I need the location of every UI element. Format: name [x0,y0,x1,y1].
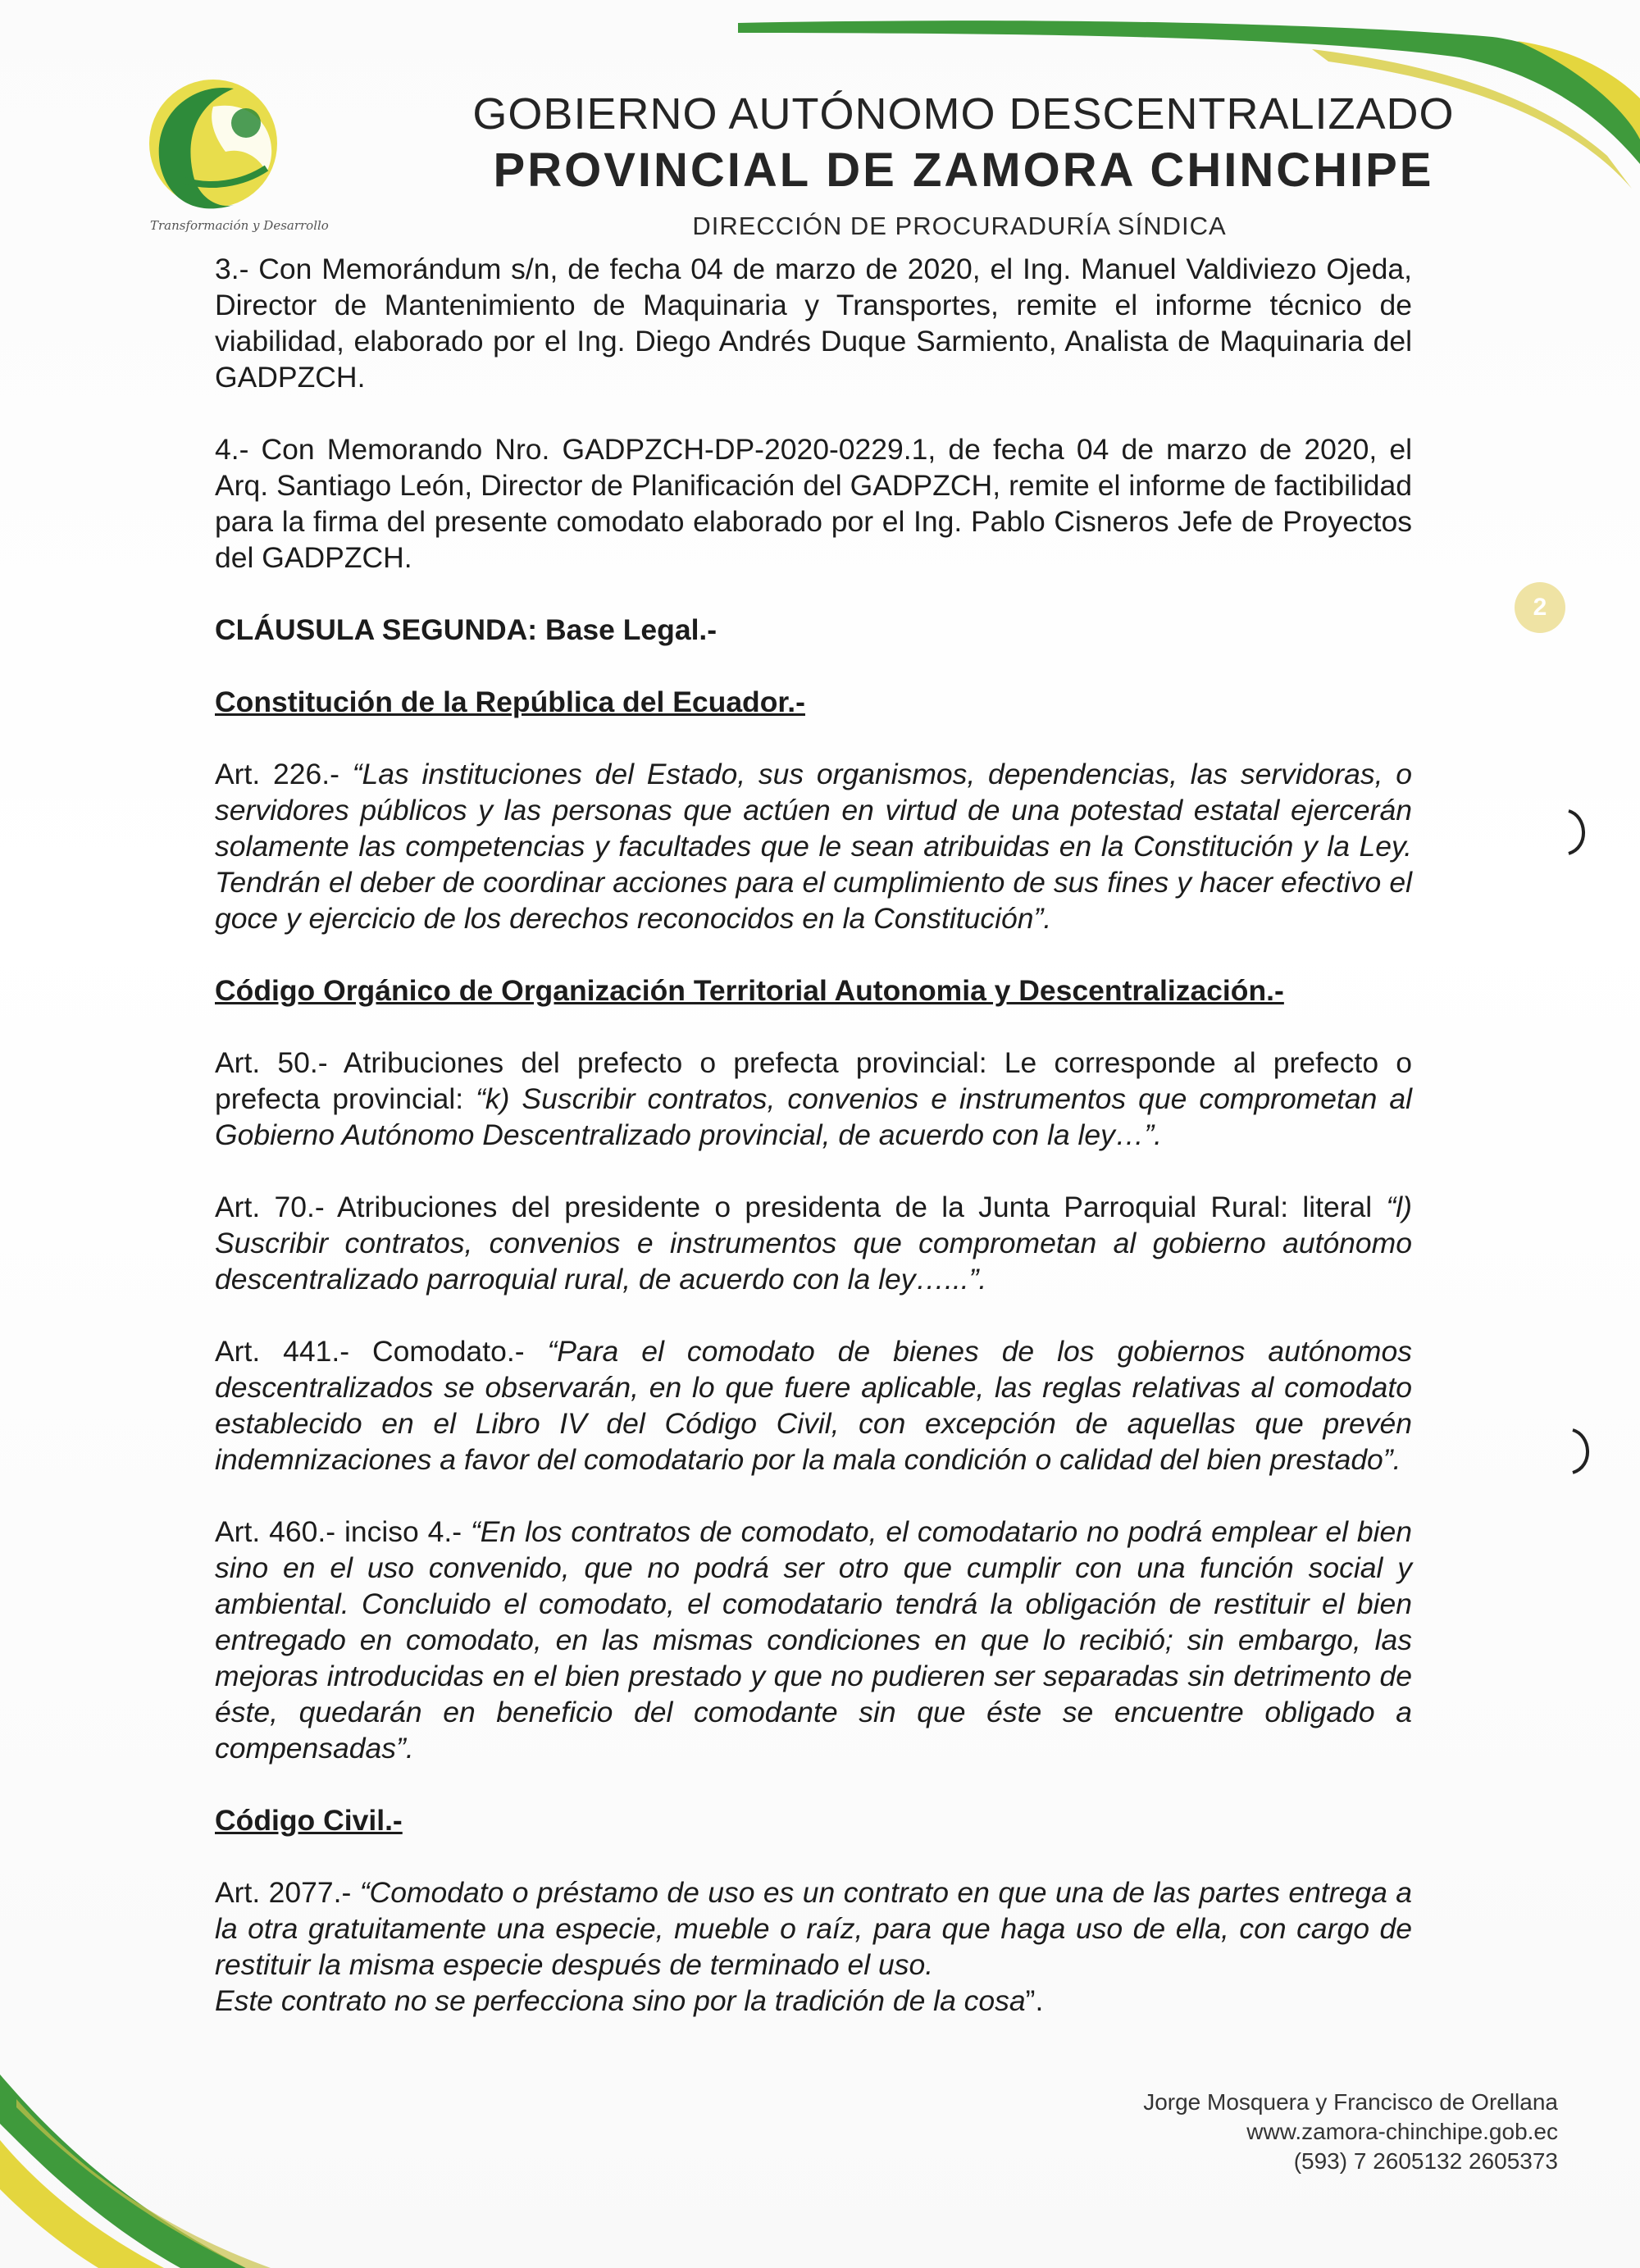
footer-swoosh-decoration [0,2050,344,2268]
paragraph-4: 4.- Con Memorando Nro. GADPZCH-DP-2020-0229.1, de fecha 04 de marzo de 2020, el Arq. Santiago León, Director de Planificación del GADPZCH, remite el informe de factibilidad para la firma del presente comodato elaborado por el Ing. Pablo Cisneros Jefe de Proyectos del GADPZCH. [215,433,1412,574]
footer-address: Jorge Mosquera y Francisco de Orellana [1143,2089,1558,2115]
footer-website: www.zamora-chinchipe.gob.ec [1246,2119,1558,2144]
article-441-quote: “Para el comodato de bienes de los gobiernos autónomos descentralizados se observarán, en lo que fuere aplicable, las reglas relativas al comodato establecido en el Libro IV del Código Civil, con excepción de aquellas que prevén indemnizaciones a favor del comodatario por la mala condición o calidad del bien prestado”. [215,1335,1412,1476]
section-title-constitucion: Constitución de la República del Ecuador.- [215,685,805,718]
header-title-line1: GOBIERNO AUTÓNOMO DESCENTRALIZADO [472,89,1455,139]
footer-phone: (593) 7 2605132 2605373 [1293,2148,1558,2174]
article-50 [215,1045,1412,1153]
article-226-quote: “Las instituciones del Estado, sus organismos, dependencias, las servidoras, o servidores públicos y las personas que actúen en virtud de una potestad estatal ejercerán solamente las competencias y facultades que le sean atribuidas en la Constitución y la Ley. Tendrán el deber de coordinar acciones para el cumplimiento de sus fines y hacer efectivo el goce y ejercicio de los derechos reconocidos en la Constitución”. [215,758,1412,935]
article-226-lead: Art. 226.- [215,758,353,790]
article-2077-quote: “Comodato o préstamo de uso es un contrato en que una de las partes entrega a la otra gratuitamente una especie, mueble o raíz, para que haga uso de ella, con cargo de restituir la misma especie después de terminado el uso. [215,1876,1412,1981]
article-441-lead: Art. 441.- Comodato.- [215,1335,548,1368]
article-50-lead: Art. 50.- Atribuciones del prefecto o prefecta provincial: Le corresponde al prefecto o prefecta provincial: [215,1046,1412,1115]
section-title-cootad: Código Orgánico de Organización Territorial Autonomia y Descentralización.- [215,974,1284,1007]
article-460-lead: Art. 460.- inciso 4.- [215,1515,471,1548]
article-441 [215,1333,1412,1478]
logo-tagline: Transformación y Desarrollo [150,218,329,233]
article-70-quote: “l) Suscribir contratos, convenios e instrumentos que comprometan al gobierno autónomo descentralizado parroquial rural, de acuerdo con la ley…...”. [215,1191,1412,1296]
article-2077-line2: Este contrato no se perfecciona sino por la tradición de la cosa [215,1984,1026,2017]
page-number-badge: 2 [1515,582,1565,633]
punch-hole-mark [1566,1427,1599,1476]
footer-contact [992,2088,1558,2176]
article-2077-end: ”. [1025,1984,1044,2017]
article-50-quote: “k) Suscribir contratos, convenios e instrumentos que comprometan al Gobierno Autónomo Descentralizado provincial, de acuerdo con la ley…”. [215,1082,1412,1151]
provincial-logo-icon [135,66,291,221]
department-name: DIRECCIÓN DE PROCURADURÍA SÍNDICA [692,212,1227,240]
article-2077 [215,1874,1412,1983]
article-460 [215,1514,1412,1766]
punch-hole-mark [1562,808,1595,857]
article-70 [215,1189,1412,1297]
paragraph-3: 3.- Con Memorándum s/n, de fecha 04 de marzo de 2020, el Ing. Manuel Valdiviezo Ojeda, Director de Mantenimiento de Maquinaria y Transportes, remite el informe técnico de viabilidad, elaborado por el Ing. Diego Andrés Duque Sarmiento, Analista de Maquinaria del GADPZCH. [215,253,1412,394]
article-2077-lead: Art. 2077.- [215,1876,360,1909]
article-460-quote: “En los contratos de comodato, el comodatario no podrá emplear el bien sino en el uso convenido, que no podrá ser otro que cumplir con una función social y ambiental. Concluido el comodato, el comodatario tendrá la obligación de restituir el bien entregado en comodato, en las mismas condiciones en que lo recibió; sin embargo, las mejoras introducidas en el bien prestado y que no pudieren ser separadas sin detrimento de éste, quedarán en beneficio del comodante sin que éste se encuentre obligado a compensadas”. [215,1515,1412,1765]
document-body [215,251,1412,2019]
clause-title: CLÁUSULA SEGUNDA: Base Legal.- [215,613,718,646]
header-title-line2: PROVINCIAL DE ZAMORA CHINCHIPE [493,143,1434,197]
section-title-codigo-civil: Código Civil.- [215,1804,403,1837]
article-2077-continuation [215,1983,1412,2019]
article-70-lead: Art. 70.- Atribuciones del presidente o presidenta de la Junta Parroquial Rural: literal [215,1191,1387,1223]
article-226 [215,756,1412,936]
